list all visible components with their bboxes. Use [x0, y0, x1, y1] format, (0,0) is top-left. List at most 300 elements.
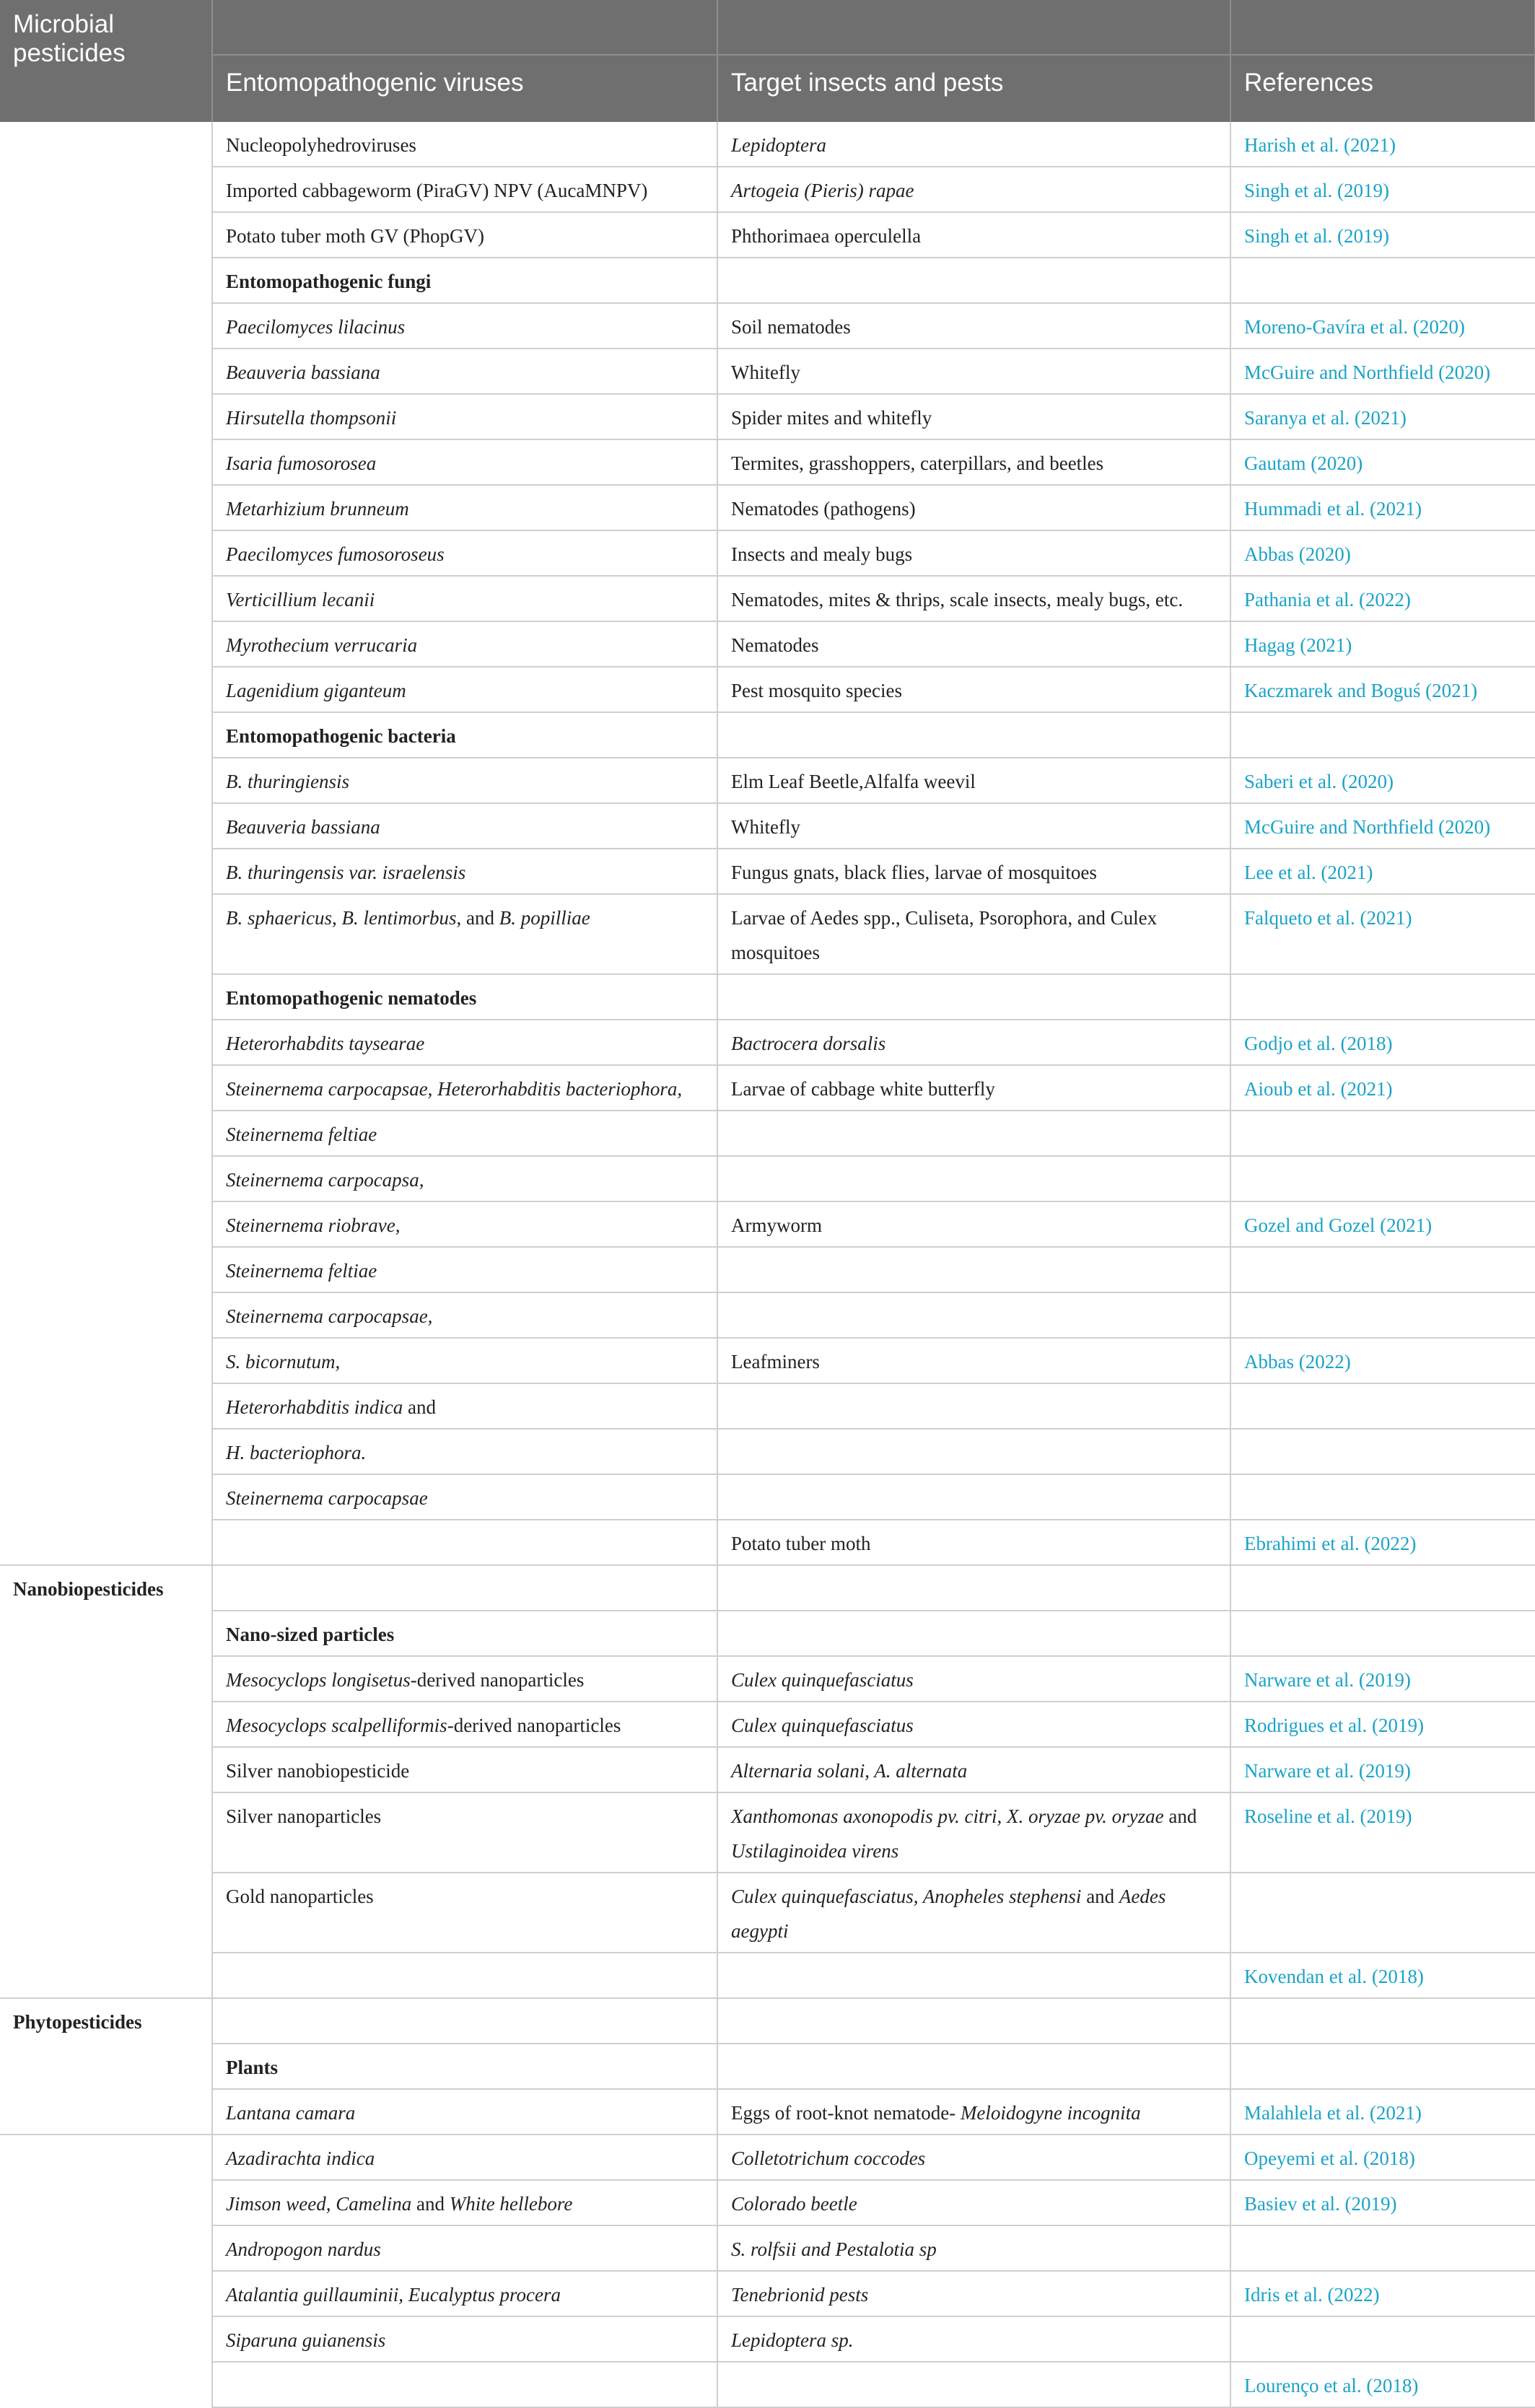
organism-cell-text: and — [408, 1396, 436, 1418]
organism-cell — [212, 303, 717, 349]
organism-cell — [212, 1792, 717, 1873]
organism-cell — [212, 2362, 717, 2407]
organism-cell-text: Imported cabbageworm (PiraGV) NPV (AucaMNPV) — [226, 180, 648, 201]
organism-cell-text: Verticillium lecanii — [226, 589, 375, 610]
target-cell — [717, 1747, 1230, 1792]
organism-cell — [212, 894, 717, 974]
target-cell — [717, 439, 1230, 485]
organism-cell-text: Hirsutella thompsonii — [226, 407, 397, 429]
organism-cell — [212, 2271, 717, 2316]
reference-link[interactable]: Saranya et al. (2021) — [1244, 407, 1407, 429]
organism-cell — [212, 1953, 717, 1998]
reference-link[interactable]: Narware et al. (2019) — [1244, 1760, 1411, 1782]
target-cell — [717, 576, 1230, 621]
organism-cell-text: Plants — [226, 2057, 279, 2078]
reference-cell — [1230, 712, 1535, 758]
target-cell — [717, 849, 1230, 894]
table-row — [0, 2044, 1535, 2089]
reference-link[interactable]: Lourenço et al. (2018) — [1244, 2375, 1419, 2396]
organism-cell-text: Mesocyclops longisetus — [226, 1669, 411, 1691]
table-row — [0, 1338, 1535, 1383]
organism-cell — [212, 1111, 717, 1156]
category-cell: Nanobiopesticides — [0, 1565, 212, 1611]
category-cell — [0, 849, 212, 894]
reference-cell — [1230, 621, 1535, 667]
organism-cell — [212, 167, 717, 212]
target-cell-text: and — [1086, 1886, 1119, 1907]
target-cell-text: Nematodes, mites & thrips, scale insects, mealy bugs, etc. — [731, 589, 1184, 610]
reference-cell — [1230, 258, 1535, 303]
organism-cell — [212, 1338, 717, 1383]
reference-link[interactable]: McGuire and Northfield (2020) — [1244, 816, 1491, 838]
target-cell-text: Elm Leaf Beetle,Alfalfa weevil — [731, 771, 976, 792]
organism-cell — [212, 1020, 717, 1065]
reference-link[interactable]: Godjo et al. (2018) — [1244, 1033, 1393, 1054]
organism-cell — [212, 2089, 717, 2135]
category-cell — [0, 712, 212, 758]
category-cell — [0, 758, 212, 803]
reference-cell — [1230, 1998, 1535, 2044]
header-column-target: Target insects and pests — [717, 55, 1230, 122]
target-cell — [717, 667, 1230, 712]
target-cell — [717, 1565, 1230, 1611]
category-cell — [0, 2362, 212, 2407]
reference-link[interactable]: Rodrigues et al. (2019) — [1244, 1715, 1424, 1736]
organism-cell — [212, 349, 717, 394]
table-row — [0, 2135, 1535, 2180]
target-cell — [717, 1474, 1230, 1520]
table-row — [0, 1611, 1535, 1656]
target-cell-text: Whitefly — [731, 362, 800, 383]
target-cell-text: Whitefly — [731, 816, 800, 838]
organism-cell — [212, 1747, 717, 1792]
category-cell — [0, 1747, 212, 1792]
table-row — [0, 1792, 1535, 1873]
target-cell — [717, 1111, 1230, 1156]
reference-cell — [1230, 1873, 1535, 1953]
organism-cell-text: Silver nanoparticles — [226, 1805, 382, 1827]
target-cell — [717, 2089, 1230, 2135]
reference-cell — [1230, 758, 1535, 803]
category-cell — [0, 667, 212, 712]
reference-cell — [1230, 1111, 1535, 1156]
reference-cell — [1230, 1338, 1535, 1383]
organism-cell-text: Metarhizium brunneum — [226, 498, 409, 520]
reference-cell — [1230, 2180, 1535, 2225]
organism-cell-text: Lagenidium giganteum — [226, 680, 406, 701]
organism-cell — [212, 1156, 717, 1201]
organism-cell — [212, 258, 717, 303]
reference-link[interactable]: Saberi et al. (2020) — [1244, 771, 1394, 792]
target-cell — [717, 530, 1230, 576]
category-cell — [0, 1383, 212, 1429]
table-row — [0, 2362, 1535, 2407]
organism-cell-text: Potato tuber moth GV (PhopGV) — [226, 225, 484, 247]
target-cell-text: Spider mites and whitefly — [731, 407, 932, 429]
reference-cell — [1230, 974, 1535, 1020]
table-row — [0, 439, 1535, 485]
organism-cell — [212, 2225, 717, 2271]
organism-cell-text: Isaria fumosorosea — [226, 452, 377, 474]
category-cell — [0, 894, 212, 974]
organism-cell-text: S. bicornutum, — [226, 1351, 341, 1372]
table-row — [0, 303, 1535, 349]
target-cell — [717, 621, 1230, 667]
target-cell-text: Potato tuber moth — [731, 1533, 871, 1554]
target-cell-text: Culex quinquefasciatus, Anopheles stephensi — [731, 1886, 1087, 1907]
target-cell-text: and — [1168, 1805, 1197, 1827]
organism-cell — [212, 1998, 717, 2044]
organism-cell — [212, 1520, 717, 1565]
table-row — [0, 485, 1535, 530]
target-cell — [717, 2316, 1230, 2362]
reference-link[interactable]: Hagag (2021) — [1244, 634, 1352, 656]
reference-cell — [1230, 2316, 1535, 2362]
table-row — [0, 394, 1535, 439]
organism-cell-text: Andropogon nardus — [226, 2238, 381, 2260]
organism-cell — [212, 1611, 717, 1656]
target-cell — [717, 2271, 1230, 2316]
reference-cell — [1230, 1520, 1535, 1565]
reference-cell — [1230, 530, 1535, 576]
table-body — [0, 122, 1535, 2407]
table-row — [0, 1520, 1535, 1565]
organism-cell-text: Gold nanoparticles — [226, 1886, 374, 1907]
target-cell — [717, 1338, 1230, 1383]
table-row — [0, 1111, 1535, 1156]
table-row — [0, 122, 1535, 167]
header-column-references: References — [1230, 55, 1535, 122]
reference-cell — [1230, 849, 1535, 894]
reference-cell — [1230, 1747, 1535, 1792]
reference-link[interactable]: Opeyemi et al. (2018) — [1244, 2148, 1415, 2169]
category-cell — [0, 394, 212, 439]
reference-link[interactable]: Hummadi et al. (2021) — [1244, 498, 1422, 520]
category-cell — [0, 258, 212, 303]
category-cell — [0, 2316, 212, 2362]
organism-cell-text: Myrothecium verrucaria — [226, 634, 418, 656]
target-cell — [717, 803, 1230, 849]
target-cell-text: Leafminers — [731, 1351, 820, 1372]
organism-cell-text: Steinernema feltiae — [226, 1260, 377, 1282]
category-cell — [0, 621, 212, 667]
table-row — [0, 1702, 1535, 1747]
table-row — [0, 621, 1535, 667]
reference-cell — [1230, 1020, 1535, 1065]
organism-cell-text: B. thuringensis var. israelensis — [226, 862, 466, 883]
reference-cell — [1230, 1565, 1535, 1611]
reference-cell — [1230, 2135, 1535, 2180]
target-cell-text: Xanthomonas axonopodis pv. citri, X. oryzae pv. oryzae — [731, 1805, 1169, 1827]
organism-cell-text: Heterorhabditis indica — [226, 1396, 408, 1418]
category-cell — [0, 122, 212, 167]
category-cell — [0, 439, 212, 485]
category-cell: Phytopesticides — [0, 1998, 212, 2044]
target-cell-text: Termites, grasshoppers, caterpillars, and beetles — [731, 452, 1104, 474]
target-cell-text: Lepidoptera — [731, 134, 826, 156]
table-row — [0, 1156, 1535, 1201]
reference-cell — [1230, 1702, 1535, 1747]
reference-cell — [1230, 303, 1535, 349]
organism-cell-text: Lantana camara — [226, 2102, 356, 2124]
target-cell-text: Meloidogyne incognita — [960, 2102, 1141, 2124]
reference-cell — [1230, 803, 1535, 849]
category-cell — [0, 485, 212, 530]
target-cell — [717, 1998, 1230, 2044]
reference-cell — [1230, 1792, 1535, 1873]
target-cell — [717, 1873, 1230, 1953]
organism-cell — [212, 1201, 717, 1247]
reference-cell — [1230, 485, 1535, 530]
reference-link[interactable]: Aioub et al. (2021) — [1244, 1078, 1393, 1100]
organism-cell — [212, 758, 717, 803]
target-cell — [717, 1953, 1230, 1998]
table-row — [0, 1998, 1535, 2044]
category-cell — [0, 1873, 212, 1953]
reference-link[interactable]: Gautam (2020) — [1244, 452, 1363, 474]
reference-cell — [1230, 2362, 1535, 2407]
reference-cell — [1230, 349, 1535, 394]
table-row — [0, 349, 1535, 394]
table-row — [0, 974, 1535, 1020]
organism-cell — [212, 2316, 717, 2362]
category-cell — [0, 2225, 212, 2271]
category-cell — [0, 1338, 212, 1383]
category-cell — [0, 974, 212, 1020]
organism-cell — [212, 394, 717, 439]
target-cell — [717, 1020, 1230, 1065]
reference-link[interactable]: Roseline et al. (2019) — [1244, 1805, 1412, 1827]
category-cell — [0, 2180, 212, 2225]
reference-cell — [1230, 1474, 1535, 1520]
organism-cell — [212, 1429, 717, 1474]
target-cell — [717, 712, 1230, 758]
category-cell — [0, 167, 212, 212]
organism-cell — [212, 849, 717, 894]
target-cell-text: Nematodes (pathogens) — [731, 498, 916, 520]
reference-link[interactable]: Idris et al. (2022) — [1244, 2284, 1380, 2306]
organism-cell — [212, 1247, 717, 1292]
target-cell — [717, 894, 1230, 974]
target-cell-text: Aedes aegypti — [731, 1886, 1166, 1942]
table-row — [0, 667, 1535, 712]
organism-cell-text: B. popilliae — [499, 907, 590, 929]
organism-cell-text: Entomopathogenic bacteria — [226, 725, 456, 747]
table-row — [0, 212, 1535, 258]
target-cell-text: Larvae of cabbage white butterfly — [731, 1078, 995, 1100]
organism-cell-text: Silver nanobiopesticide — [226, 1760, 410, 1782]
target-cell — [717, 2225, 1230, 2271]
category-cell — [0, 1156, 212, 1201]
organism-cell-text: Nucleopolyhedroviruses — [226, 134, 416, 156]
reference-cell — [1230, 1429, 1535, 1474]
reference-link[interactable]: Narware et al. (2019) — [1244, 1669, 1411, 1691]
organism-cell — [212, 2180, 717, 2225]
category-cell — [0, 2271, 212, 2316]
reference-link[interactable]: Kaczmarek and Boguś (2021) — [1244, 680, 1478, 701]
organism-cell-text: Paecilomyces lilacinus — [226, 316, 406, 338]
target-cell — [717, 1201, 1230, 1247]
reference-link[interactable]: Malahlela et al. (2021) — [1244, 2102, 1422, 2124]
target-cell — [717, 1702, 1230, 1747]
target-cell — [717, 1792, 1230, 1873]
reference-cell — [1230, 1953, 1535, 1998]
organism-cell-text: Siparuna guianensis — [226, 2329, 386, 2351]
target-cell — [717, 758, 1230, 803]
table-row — [0, 758, 1535, 803]
category-cell — [0, 1065, 212, 1111]
organism-cell-text: White hellebore — [449, 2193, 573, 2215]
reference-link[interactable]: Singh et al. (2019) — [1244, 225, 1389, 247]
table-row — [0, 1474, 1535, 1520]
reference-link[interactable]: McGuire and Northfield (2020) — [1244, 362, 1491, 383]
category-cell — [0, 1111, 212, 1156]
category-cell — [0, 2135, 212, 2180]
reference-cell — [1230, 1611, 1535, 1656]
target-cell — [717, 167, 1230, 212]
reference-link[interactable]: Abbas (2022) — [1244, 1351, 1351, 1372]
table-row — [0, 2089, 1535, 2135]
reference-link[interactable]: Basiev et al. (2019) — [1244, 2193, 1397, 2215]
category-cell — [0, 212, 212, 258]
organism-cell — [212, 439, 717, 485]
category-cell — [0, 803, 212, 849]
reference-link[interactable]: Ebrahimi et al. (2022) — [1244, 1533, 1417, 1554]
target-cell-text: Fungus gnats, black flies, larvae of mosquitoes — [731, 862, 1097, 883]
organism-cell — [212, 1702, 717, 1747]
reference-cell — [1230, 2089, 1535, 2135]
target-cell — [717, 1292, 1230, 1338]
category-cell — [0, 1201, 212, 1247]
header-column-organism: Entomopathogenic viruses — [212, 55, 717, 122]
organism-cell-text: Steinernema carpocapsae, Heterorhabditis bacteriophora, — [226, 1078, 683, 1100]
table-row — [0, 849, 1535, 894]
target-cell-text: Colorado beetle — [731, 2193, 857, 2215]
target-cell-text: Armyworm — [731, 1214, 822, 1236]
category-cell — [0, 530, 212, 576]
reference-cell — [1230, 439, 1535, 485]
table-row — [0, 2180, 1535, 2225]
reference-link[interactable]: Pathania et al. (2022) — [1244, 589, 1411, 610]
reference-link[interactable]: Gozel and Gozel (2021) — [1244, 1214, 1433, 1236]
reference-cell — [1230, 2225, 1535, 2271]
organism-cell-text: Steinernema feltiae — [226, 1124, 377, 1145]
category-cell — [0, 2044, 212, 2089]
table-row — [0, 1953, 1535, 1998]
target-cell-text: Alternaria solani, A. alternata — [731, 1760, 968, 1782]
organism-cell — [212, 1383, 717, 1429]
category-cell — [0, 1247, 212, 1292]
organism-cell — [212, 485, 717, 530]
organism-cell-text: Mesocyclops scalpelliformis — [226, 1715, 447, 1736]
organism-cell-text: -derived nanoparticles — [447, 1715, 621, 1736]
reference-link[interactable]: Abbas (2020) — [1244, 543, 1351, 565]
reference-cell — [1230, 1065, 1535, 1111]
target-cell — [717, 1156, 1230, 1201]
reference-cell — [1230, 1156, 1535, 1201]
table-row — [0, 1873, 1535, 1953]
reference-cell — [1230, 2044, 1535, 2089]
organism-cell-text: B. thuringiensis — [226, 771, 350, 792]
table-row — [0, 530, 1535, 576]
table-row — [0, 167, 1535, 212]
organism-cell-text: and — [465, 907, 499, 929]
organism-cell-text: Atalantia guillauminii, Eucalyptus procera — [226, 2284, 561, 2306]
table-row — [0, 258, 1535, 303]
organism-cell-text: H. bacteriophora. — [226, 1442, 367, 1463]
table-row — [0, 803, 1535, 849]
table-row — [0, 1065, 1535, 1111]
category-cell — [0, 349, 212, 394]
organism-cell-text: Steinernema carpocapsa, — [226, 1169, 424, 1191]
organism-cell — [212, 621, 717, 667]
table-row — [0, 2271, 1535, 2316]
organism-cell — [212, 2135, 717, 2180]
table-row — [0, 894, 1535, 974]
category-cell — [0, 1792, 212, 1873]
target-cell — [717, 485, 1230, 530]
reference-link[interactable]: Kovendan et al. (2018) — [1244, 1966, 1424, 1987]
category-cell — [0, 1474, 212, 1520]
reference-link[interactable]: Singh et al. (2019) — [1244, 180, 1389, 201]
target-cell — [717, 974, 1230, 1020]
table-row — [0, 2225, 1535, 2271]
category-cell — [0, 303, 212, 349]
target-cell-text: Tenebrionid pests — [731, 2284, 869, 2306]
organism-cell-text: Azadirachta indica — [226, 2148, 375, 2169]
category-cell — [0, 1656, 212, 1702]
target-cell — [717, 1520, 1230, 1565]
organism-cell — [212, 1565, 717, 1611]
organism-cell — [212, 974, 717, 1020]
reference-cell — [1230, 394, 1535, 439]
reference-cell — [1230, 212, 1535, 258]
table-row — [0, 1656, 1535, 1702]
target-cell-text: Lepidoptera sp. — [731, 2329, 854, 2351]
organism-cell — [212, 576, 717, 621]
target-cell-text: Culex quinquefasciatus — [731, 1715, 914, 1736]
reference-cell — [1230, 894, 1535, 974]
organism-cell-text: Entomopathogenic nematodes — [226, 987, 477, 1009]
target-cell-text: Bactrocera dorsalis — [731, 1033, 886, 1054]
table-row — [0, 1747, 1535, 1792]
table-row — [0, 2316, 1535, 2362]
reference-cell — [1230, 1292, 1535, 1338]
target-cell — [717, 212, 1230, 258]
organism-cell — [212, 212, 717, 258]
reference-link[interactable]: Moreno-Gavíra et al. (2020) — [1244, 316, 1465, 338]
reference-cell — [1230, 667, 1535, 712]
organism-cell-text: Heterorhabdits taysearae — [226, 1033, 425, 1054]
target-cell — [717, 2180, 1230, 2225]
target-cell-text: Nematodes — [731, 634, 819, 656]
organism-cell-text: Paecilomyces fumosoroseus — [226, 543, 445, 565]
organism-cell-text: Steinernema carpocapsae, — [226, 1305, 433, 1327]
target-cell-text: Soil nematodes — [731, 316, 851, 338]
organism-cell-text: Beauveria bassiana — [226, 362, 380, 383]
reference-link[interactable]: Harish et al. (2021) — [1244, 134, 1396, 156]
target-cell-text: Ustilaginoidea virens — [731, 1840, 899, 1862]
reference-link[interactable]: Falqueto et al. (2021) — [1244, 907, 1412, 929]
target-cell-text: Insects and mealy bugs — [731, 543, 913, 565]
table-row — [0, 1383, 1535, 1429]
reference-cell — [1230, 1383, 1535, 1429]
target-cell — [717, 1429, 1230, 1474]
organism-cell-text: Steinernema carpocapsae — [226, 1487, 428, 1509]
reference-link[interactable]: Lee et al. (2021) — [1244, 862, 1373, 883]
target-cell-text: S. rolfsii and Pestalotia sp — [731, 2238, 937, 2260]
target-cell — [717, 303, 1230, 349]
